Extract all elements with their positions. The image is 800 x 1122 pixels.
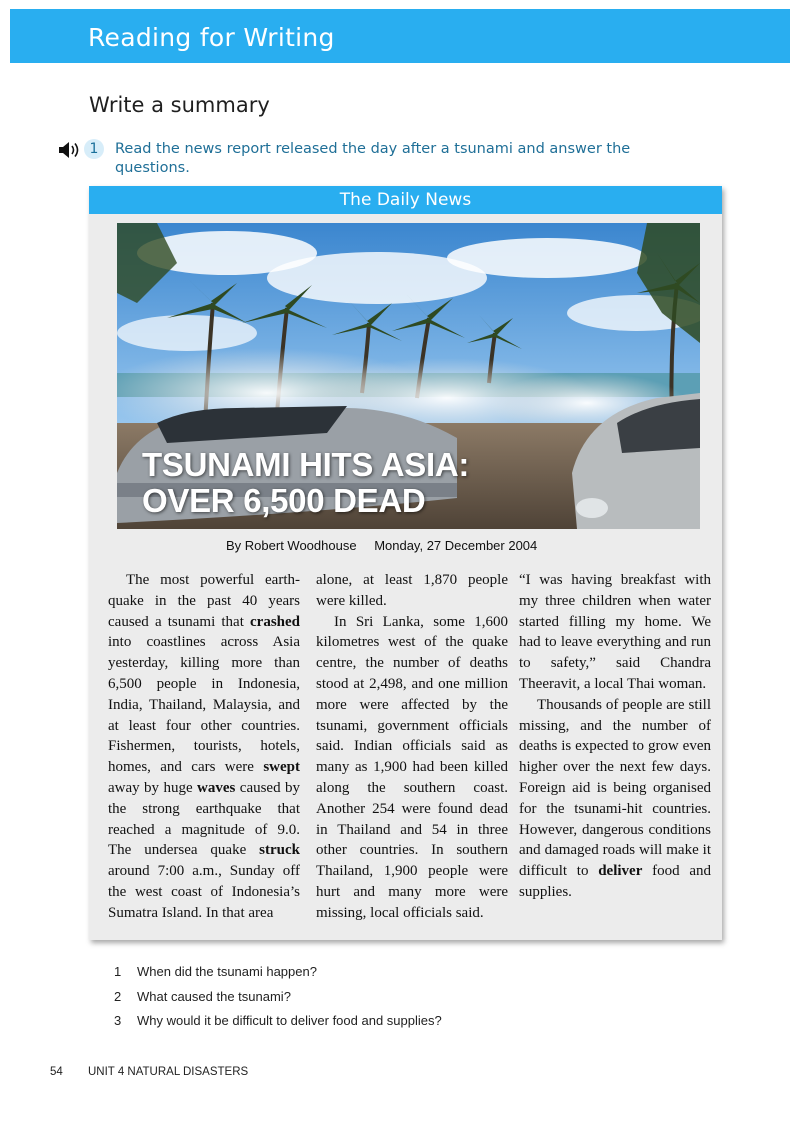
- newspaper-article: [89, 186, 722, 940]
- body-text: Thousands of people are still missing, and the number of deaths is expected to grow even higher over the next few days. Foreign aid is being organised for the tsunami-hit countries. However, dangerous conditions and damaged roads will make it difficult to: [519, 696, 711, 880]
- banner-title: Reading for Writing: [88, 23, 335, 52]
- body-text: into coastlines across Asia yesterday, killing more than 6,500 people in Indonesia, India, Thailand, Malaysia, and at least four other countries. Fishermen, tourists, hotels, homes, and cars were: [108, 634, 300, 776]
- task-number: 1: [84, 139, 104, 159]
- keyword: crashed: [250, 613, 300, 630]
- body-text: food and supplies.: [519, 863, 711, 900]
- speaker-icon[interactable]: [58, 141, 82, 159]
- byline: [226, 538, 551, 553]
- question-item: [114, 1013, 442, 1038]
- question-item: [114, 989, 442, 1014]
- keyword: deliver: [598, 863, 643, 880]
- question-item: [114, 964, 442, 989]
- body-text: caused by the strong earthquake that reached a magnitude of 9.0. The undersea quake: [108, 779, 301, 859]
- unit-title: UNIT 4 NATURAL DISASTERS: [88, 1066, 249, 1078]
- body-text: The most powerful earth-quake in the past 40 years caused a tsunami that: [108, 572, 300, 630]
- question-number: 1: [114, 964, 122, 979]
- headline-line-1: TSUNAMI HITS ASIA:: [142, 446, 470, 483]
- keyword: swept: [263, 759, 300, 776]
- article-paragraph: [519, 695, 711, 903]
- article-column-3: [519, 570, 711, 903]
- article-paragraph: In Sri Lanka, some 1,600 kilometres west of the quake centre, the number of deaths stood at 2,498, and one million more were affected by the tsunami, government officials said. Indian officials said as many as 1,900 had been killed along the southern coast. Another 254 were found dead in Thailand and 54 in three other countries. In southern Thailand, 1,900 people were hurt and many more were missing, local officials said.: [316, 613, 508, 921]
- article-date: Monday, 27 December 2004: [374, 538, 538, 553]
- question-number: 3: [114, 1013, 122, 1028]
- tsunami-photo: [117, 223, 700, 529]
- page-number: 54: [50, 1066, 63, 1078]
- header-banner: [10, 9, 790, 63]
- article-column-1: [108, 570, 300, 924]
- body-text: around 7:00 a.m., Sunday off the west coast of Indonesia’s Sumatra Island. In that area: [108, 863, 300, 921]
- article-paragraph: “I was having breakfast with my three children when water started filling my home. We had to leave everything and run to safety,” said Chandra Theeravit, a local Thai woman.: [519, 572, 711, 692]
- keyword: waves: [197, 779, 236, 796]
- article-paragraph: [108, 570, 300, 924]
- article-headline: [142, 447, 469, 519]
- body-text: away by huge: [108, 779, 198, 796]
- question-text: What caused the tsunami?: [137, 988, 291, 1004]
- newspaper-name: The Daily News: [89, 186, 722, 214]
- article-column-2: [316, 570, 508, 924]
- author-name: By Robert Woodhouse: [226, 538, 357, 553]
- section-title: Write a summary: [89, 93, 270, 117]
- question-text: When did the tsunami happen?: [137, 964, 317, 979]
- question-list: [114, 964, 442, 1038]
- question-text: Why would it be difficult to deliver food and supplies?: [137, 1013, 442, 1028]
- question-number: 2: [114, 988, 122, 1004]
- headline-line-2: OVER 6,500 DEAD: [142, 482, 426, 519]
- task-instruction: Read the news report released the day after a tsunami and answer the questions.: [115, 141, 631, 176]
- page-footer: [50, 1066, 248, 1078]
- article-paragraph: alone, at least 1,870 people were killed.: [316, 572, 508, 609]
- keyword: struck: [259, 842, 300, 859]
